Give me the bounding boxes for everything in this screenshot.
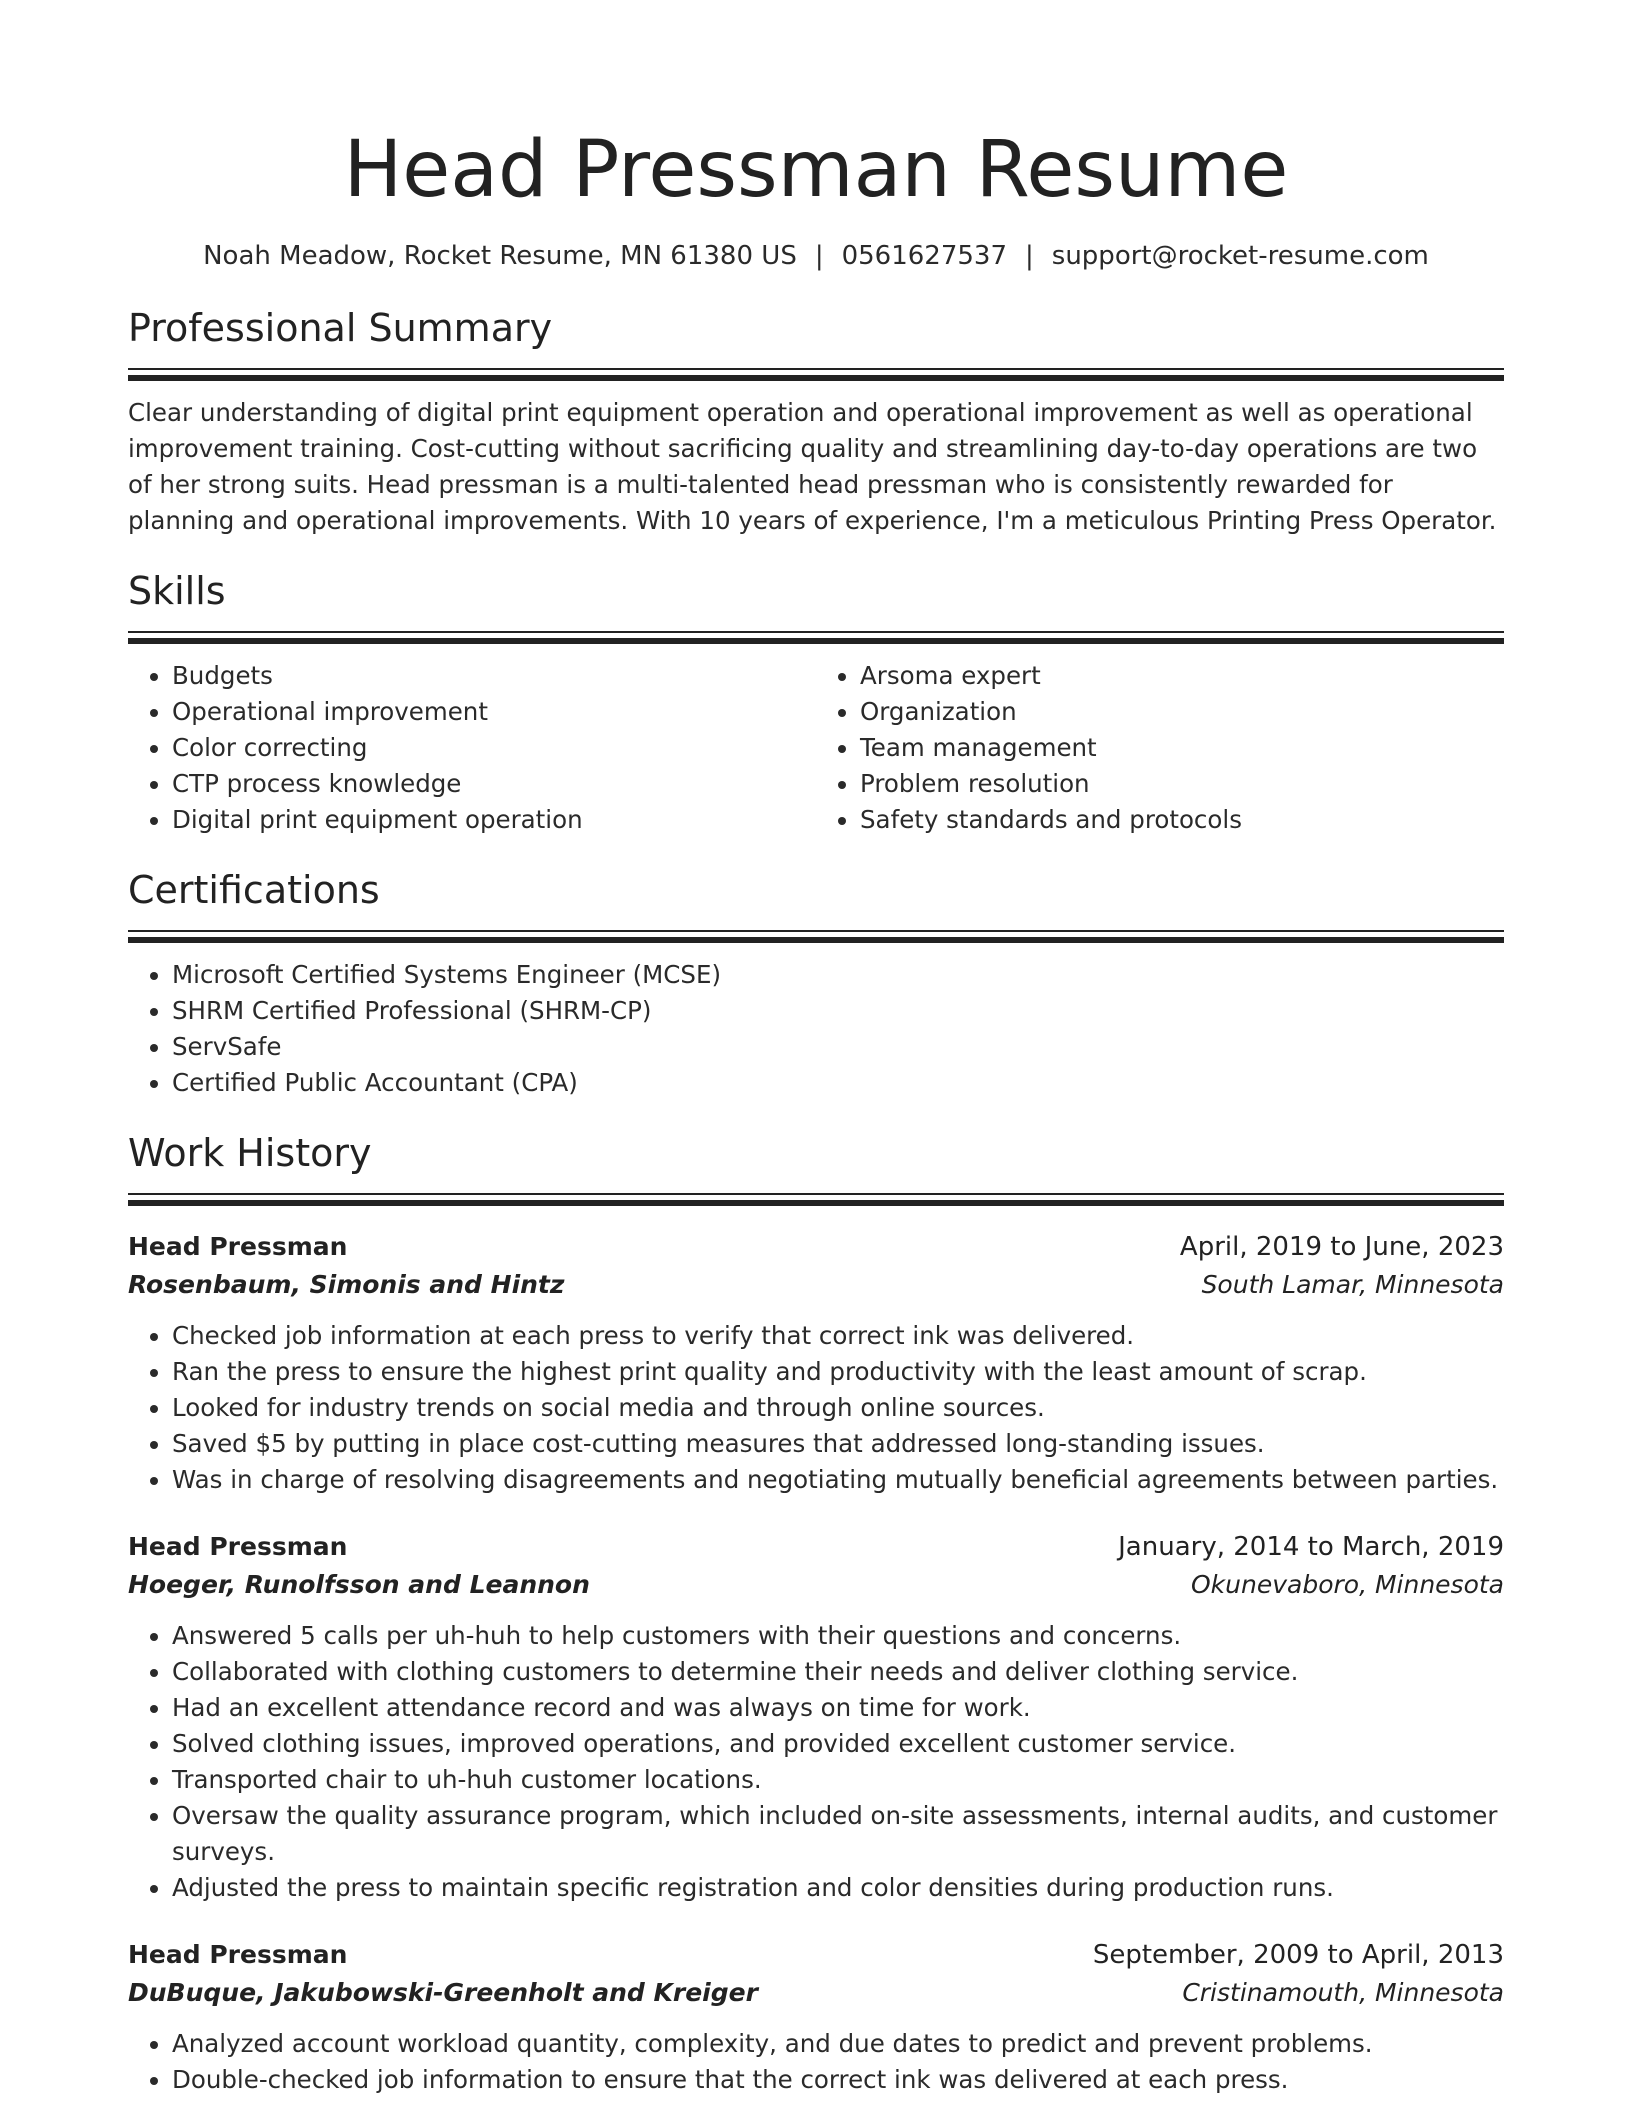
skills-grid	[128, 658, 1504, 838]
job-header-row	[128, 1528, 1504, 1566]
certification-item: • SHRM Certified Professional (SHRM-CP)	[172, 993, 1504, 1029]
skill-item: • CTP process knowledge	[172, 766, 816, 802]
work-history-heading: Work History	[128, 1131, 372, 1175]
contact-line	[128, 236, 1504, 276]
job-bullet: • Had an excellent attendance record and was always on time for work.	[172, 1690, 1504, 1726]
job-bullet: • Ran the press to ensure the highest print quality and productivity with the least amount of scrap.	[172, 1354, 1504, 1390]
section-divider	[128, 1193, 1504, 1206]
work-history-section	[128, 1127, 1504, 2098]
job-bullet: • Adjusted the press to maintain specific registration and color densities during production runs.	[172, 1870, 1504, 1906]
job-title: Head Pressman	[128, 1232, 348, 1261]
summary-section	[128, 302, 1504, 539]
job-bullet: • Oversaw the quality assurance program, which included on-site assessments, internal audits, and customer surveys.	[172, 1798, 1504, 1870]
job-location: South Lamar, Minnesota	[1201, 1270, 1504, 1299]
job-bullet: • Looked for industry trends on social media and through online sources.	[172, 1390, 1504, 1426]
certification-item: • ServSafe	[172, 1029, 1504, 1065]
contact-address: Noah Meadow, Rocket Resume, MN 61380 US	[203, 241, 797, 271]
job-bullet: • Analyzed account workload quantity, complexity, and due dates to predict and prevent problems.	[172, 2026, 1504, 2062]
job-bullet: • Checked job information at each press to verify that correct ink was delivered.	[172, 1318, 1504, 1354]
job-bullets	[128, 1618, 1504, 1906]
contact-email: support@rocket-resume.com	[1051, 241, 1429, 271]
skill-item: • Arsoma expert	[860, 658, 1504, 694]
job-bullet: • Double-checked job information to ensure that the correct ink was delivered at each press.	[172, 2062, 1504, 2098]
job-title: Head Pressman	[128, 1940, 348, 1969]
job-company-row	[128, 1266, 1504, 1304]
skill-item: • Digital print equipment operation	[172, 802, 816, 838]
job-bullet: • Collaborated with clothing customers to determine their needs and deliver clothing service.	[172, 1654, 1504, 1690]
skills-section	[128, 565, 1504, 838]
job-dates: January, 2014 to March, 2019	[1118, 1532, 1504, 1562]
skills-heading: Skills	[128, 569, 226, 613]
certifications-heading: Certifications	[128, 868, 380, 912]
skill-item: • Organization	[860, 694, 1504, 730]
job-title: Head Pressman	[128, 1532, 348, 1561]
job-entry	[128, 1528, 1504, 1906]
summary-heading: Professional Summary	[128, 306, 553, 350]
contact-separator: |	[1025, 241, 1034, 271]
skill-item: • Problem resolution	[860, 766, 1504, 802]
skill-item: • Team management	[860, 730, 1504, 766]
job-location: Okunevaboro, Minnesota	[1190, 1570, 1504, 1599]
certifications-list	[128, 957, 1504, 1101]
job-company-row	[128, 1566, 1504, 1604]
job-bullets	[128, 1318, 1504, 1498]
job-company-row	[128, 1974, 1504, 2012]
job-header-row	[128, 1936, 1504, 1974]
skills-list-right	[816, 658, 1504, 838]
job-dates: September, 2009 to April, 2013	[1092, 1940, 1504, 1970]
job-company: DuBuque, Jakubowski-Greenholt and Kreiger	[128, 1978, 758, 2007]
job-entry	[128, 1228, 1504, 1498]
job-bullet: • Transported chair to uh-huh customer locations.	[172, 1762, 1504, 1798]
section-divider	[128, 631, 1504, 644]
job-bullet: • Solved clothing issues, improved operations, and provided excellent customer service.	[172, 1726, 1504, 1762]
skill-item: • Safety standards and protocols	[860, 802, 1504, 838]
job-entry	[128, 1936, 1504, 2098]
certification-item: • Certified Public Accountant (CPA)	[172, 1065, 1504, 1101]
resume-page	[128, 118, 1504, 2098]
skill-item: • Operational improvement	[172, 694, 816, 730]
job-location: Cristinamouth, Minnesota	[1182, 1978, 1504, 2007]
skills-list-left	[128, 658, 816, 838]
section-divider	[128, 368, 1504, 381]
job-bullet: • Saved $5 by putting in place cost-cutting measures that addressed long-standing issues.	[172, 1426, 1504, 1462]
job-bullets	[128, 2026, 1504, 2098]
skill-item: • Color correcting	[172, 730, 816, 766]
resume-title: Head Pressman Resume	[343, 125, 1289, 215]
summary-text: Clear understanding of digital print equipment operation and operational improvement as well as operational improvement training. Cost-cutting without sacrificing quality and streamlining day-to-day operations are two of her strong suits. Head pressman is a multi-talented head pressman who is consistently rewarded for planning and operational improvements. With 10 years of experience, I'm a meticulous Printing Press Operator.	[128, 398, 1497, 535]
contact-separator: |	[814, 241, 824, 271]
certifications-section	[128, 864, 1504, 1101]
job-company: Hoeger, Runolfsson and Leannon	[128, 1570, 590, 1599]
certification-item: • Microsoft Certified Systems Engineer (MCSE)	[172, 957, 1504, 993]
job-header-row	[128, 1228, 1504, 1266]
skill-item: • Budgets	[172, 658, 816, 694]
job-bullet: • Was in charge of resolving disagreements and negotiating mutually beneficial agreements between parties.	[172, 1462, 1504, 1498]
job-dates: April, 2019 to June, 2023	[1179, 1232, 1504, 1262]
job-bullet: • Answered 5 calls per uh-huh to help customers with their questions and concerns.	[172, 1618, 1504, 1654]
section-divider	[128, 930, 1504, 943]
contact-phone: 0561627537	[841, 241, 1008, 271]
job-company: Rosenbaum, Simonis and Hintz	[128, 1270, 565, 1299]
